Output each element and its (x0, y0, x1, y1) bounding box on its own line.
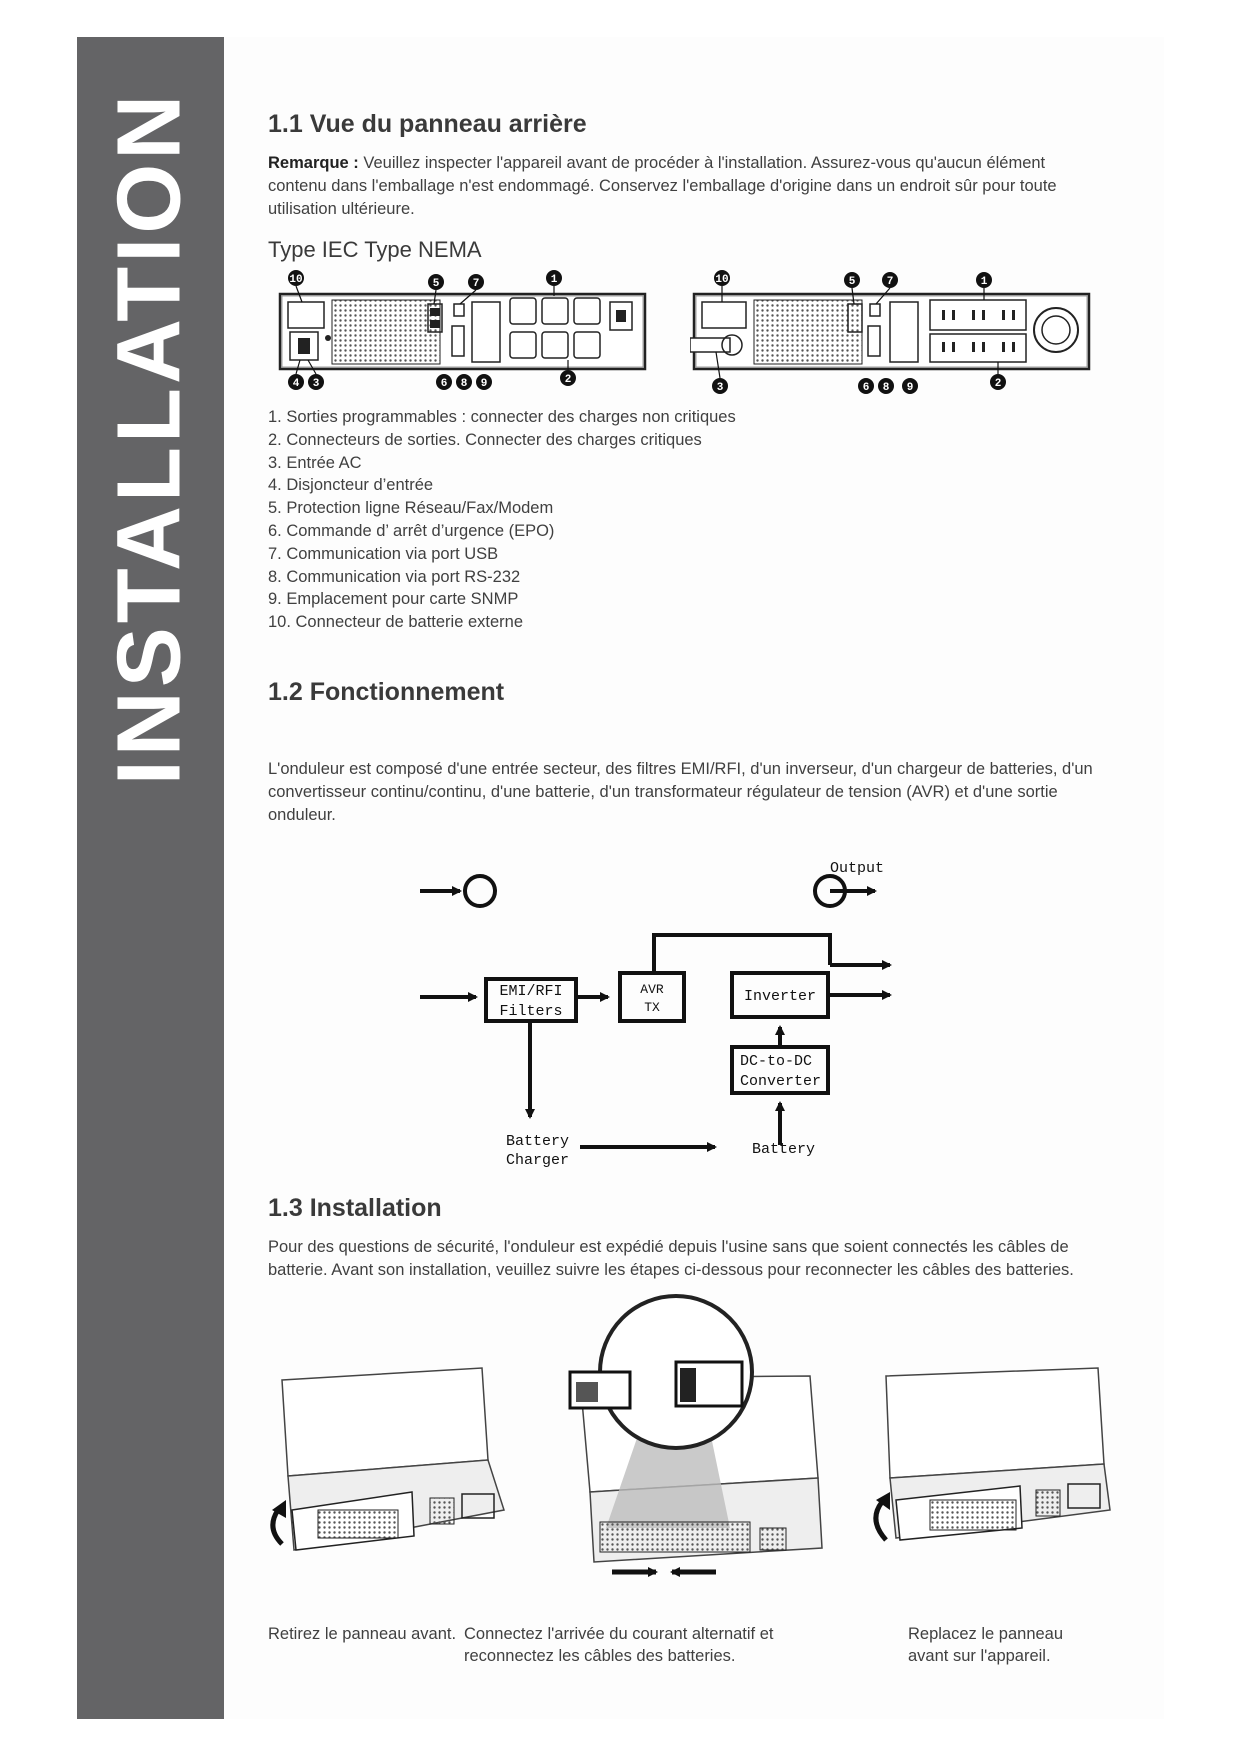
nema-callout-5: 5 (848, 276, 856, 288)
step-2-caption-text: Connectez l'arrivée du courant alternatif et reconnectez les câbles des batteries. (464, 1625, 774, 1665)
diagram-charger-label: Charger (506, 1152, 570, 1169)
iec-callout-3: 3 (312, 378, 320, 390)
nema-callout-6: 6 (862, 382, 870, 394)
nema-callout-3: 3 (716, 382, 724, 394)
diagram-battery-label: Battery (752, 1141, 816, 1158)
iec-rear-panel-illustration (268, 268, 668, 398)
list-item: 5. Protection ligne Réseau/Fax/Modem (268, 499, 554, 518)
step-1-caption: Retirez le panneau avant. (268, 1625, 457, 1643)
ups-block-diagram (410, 855, 910, 1175)
diagram-tx-label: TX (644, 1000, 660, 1015)
iec-callout-7: 7 (472, 278, 480, 290)
step-replace-front-panel-illustration (860, 1360, 1120, 1560)
diagram-battery-charger-label: Battery (506, 1133, 570, 1150)
diagram-inverter-label: Inverter (744, 988, 817, 1005)
step-2-caption (464, 1623, 819, 1667)
diagram-emi-label: EMI/RFI (499, 983, 563, 1000)
list-item: 1. Sorties programmables : connecter des charges non critiques (268, 408, 736, 426)
nema-callout-7: 7 (886, 276, 894, 288)
list-item: 6. Commande d’ arrêt d’urgence (EPO) (268, 521, 555, 540)
note-label: Remarque : (268, 154, 359, 172)
nema-rear-panel-illustration (690, 268, 1100, 398)
rear-panel-legend (268, 406, 736, 634)
nema-callout-9: 9 (906, 382, 914, 394)
diagram-filters-label: Filters (499, 1003, 563, 1020)
iec-callout-6: 6 (440, 378, 448, 390)
diagram-avr-label: AVR (640, 982, 664, 997)
diagram-output-label: Output (830, 860, 885, 877)
iec-callout-10: 10 (289, 274, 303, 286)
iec-callout-8: 8 (460, 378, 468, 390)
note-paragraph (268, 152, 1098, 221)
section-heading-installation: 1.3 Installation (268, 1194, 442, 1222)
iec-callout-9: 9 (480, 378, 488, 390)
installation-paragraph: Pour des questions de sécurité, l'onduleur est expédié depuis l'usine sans que soient connectés les câbles de batterie. Avant son installation, veuillez suivre les étapes ci-dessous pour reconnecter les câbles des batteries. (268, 1238, 1074, 1279)
note-text: Veuillez inspecter l'appareil avant de procéder à l'installation. Assurez-vous qu'aucun élément contenu dans l'emballage n'est endommagé. Conservez l'emballage d'origine dans un endroit sûr pour toute utilisation ultérieure. (268, 154, 1057, 218)
diagram-converter-label: Converter (740, 1073, 822, 1090)
list-item: 8. Communication via port RS-232 (268, 567, 521, 586)
list-item: 3. Entrée AC (268, 453, 362, 472)
iec-callout-5: 5 (432, 278, 440, 290)
iec-callout-1: 1 (550, 274, 558, 286)
step-connect-batteries-illustration (560, 1292, 830, 1592)
nema-callout-10: 10 (715, 274, 729, 286)
list-item: 10. Connecteur de batterie externe (268, 613, 524, 632)
iec-callout-4: 4 (292, 378, 300, 390)
list-item: 4. Disjoncteur d’entrée (268, 476, 434, 495)
diagram-dc-label: DC-to-DC (740, 1053, 813, 1070)
list-item: 2. Connecteurs de sorties. Connecter des charges critiques (268, 430, 702, 449)
section-heading-rear-panel: 1.1 Vue du panneau arrière (268, 110, 587, 138)
nema-callout-1: 1 (980, 276, 988, 288)
step-3-caption: Replacez le panneau avant sur l'appareil. (908, 1625, 1064, 1665)
nema-callout-8: 8 (882, 382, 890, 394)
section-heading-operation: 1.2 Fonctionnement (268, 678, 505, 706)
list-item: 7. Communication via port USB (268, 544, 499, 563)
operation-paragraph: L'onduleur est composé d'une entrée secteur, des filtres EMI/RFI, d'un inverseur, d'un chargeur de batteries, d'un convertisseur continu/continu, d'une batterie, d'un transformateur régulateur de tension (AVR) et d'une sortie onduleur. (268, 760, 1093, 824)
iec-callout-2: 2 (564, 374, 572, 386)
nema-callout-2: 2 (994, 378, 1002, 390)
list-item: 9. Emplacement pour carte SNMP (268, 590, 519, 609)
sidebar-title: INSTALLATION (99, 90, 200, 786)
types-label: Type IEC Type NEMA (268, 237, 482, 262)
step-remove-front-panel-illustration (262, 1360, 512, 1560)
